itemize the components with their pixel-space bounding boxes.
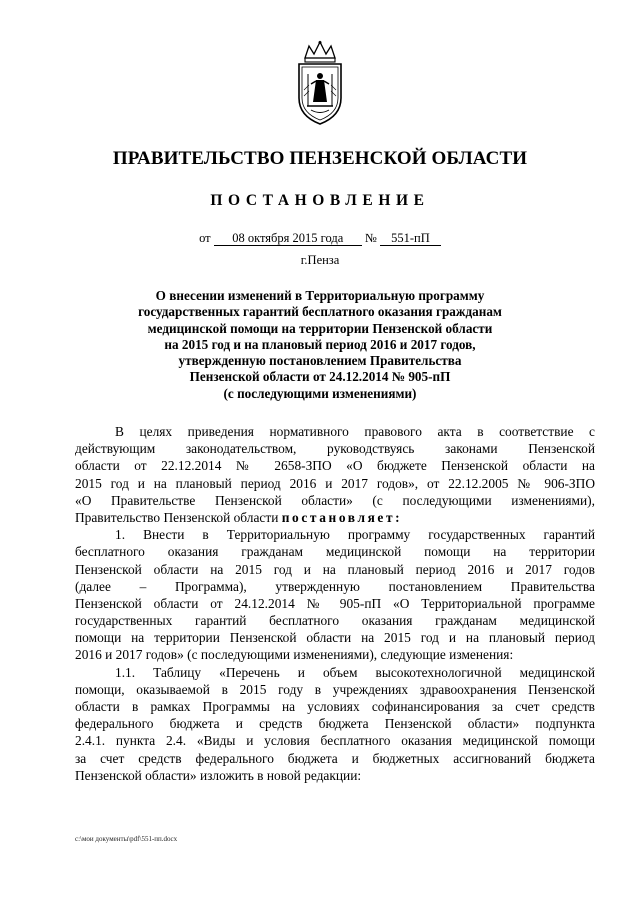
document-date: 08 октября 2015 года [214,232,362,246]
file-path-footer: c:\мои документы\pdf\551-пп.docx [75,835,178,843]
body-line: за счет средств федерального бюджета и бюджетных ассигнований бюджета [75,750,595,766]
date-number-line [0,231,640,246]
body-line [75,509,595,526]
body-line: федерального бюджета и средств бюджета Пензенской области» подпункта [75,716,595,732]
subject-line: государственных гарантий бесплатного оказания гражданам [138,304,502,320]
document-subject [60,288,580,402]
body-line-text: Правительство Пензенской области [75,509,279,525]
city: г.Пенза [300,253,340,267]
body-line: Пензенской области на 2015 год и на плановый период 2016 и 2017 годов [75,561,595,577]
subject-line: (с последующими изменениями) [223,385,417,401]
number-prefix: № [364,231,377,245]
body-line: Пензенской области» изложить в новой редакции: [75,767,362,783]
body-line: области от 22.12.2014 № 2658-ЗПО «О бюджете Пензенской области на [75,458,595,474]
body-line: государственных гарантий бесплатного оказания гражданам медицинской [75,613,595,629]
body-line: (далее – Программа), утвержденную постановлением Правительства [75,578,595,594]
document-body [75,423,595,784]
body-line: действующим законодательством, руководствуясь законами Пензенской [75,441,595,457]
resolves-emphasis: постановляет: [281,509,403,525]
body-line: помощи на территории Пензенской области на 2015 год и на плановый период [75,630,595,646]
body-line: 2.4.1. пункта 2.4. «Виды и условия бесплатного оказания медицинской помощи [75,733,595,749]
body-line: помощи, оказываемой в 2015 году в учреждениях здравоохранения Пензенской [75,681,595,697]
body-line: области в рамках Программы на условиях софинансирования за счет средств [75,699,595,714]
body-line: 1.1. Таблицу «Перечень и объем высокотехнологичной медицинской [115,664,595,680]
body-line: «О Правительстве Пензенской области» (с последующими изменениями), [75,492,595,508]
subject-line: медицинской помощи на территории Пензенской области [147,320,493,336]
body-line: бесплатного оказания гражданам медицинской помощи на территории [75,544,595,560]
subject-line: О внесении изменений в Территориальную программу [155,288,485,303]
body-line: Пензенской области от 24.12.2014 № 905-пП «О Территориальной программе [75,595,595,611]
date-prefix: от [199,231,211,245]
subject-line: Пензенской области от 24.12.2014 № 905-пП [189,369,451,385]
body-line: 1. Внести в Территориальную программу государственных гарантий [115,527,595,543]
body-line: В целях приведения нормативного правового акта в соответствие с [115,424,595,439]
document-number: 551-пП [380,232,441,246]
body-line: 2016 и 2017 годов» (с последующими изменениями), следующие изменения: [75,647,514,663]
document-type: ПОСТАНОВЛЕНИЕ [210,192,430,209]
subject-line: на 2015 год и на плановый период 2016 и 2017 годов, [164,336,476,352]
government-title: ПРАВИТЕЛЬСТВО ПЕНЗЕНСКОЙ ОБЛАСТИ [112,148,528,169]
subject-line: утвержденную постановлением Правительства [178,353,462,369]
body-line: 2015 год и на плановый период 2016 и 2017 годов», от 22.12.2005 № 906-ЗПО [75,475,595,491]
coat-of-arms-emblem [287,40,353,128]
